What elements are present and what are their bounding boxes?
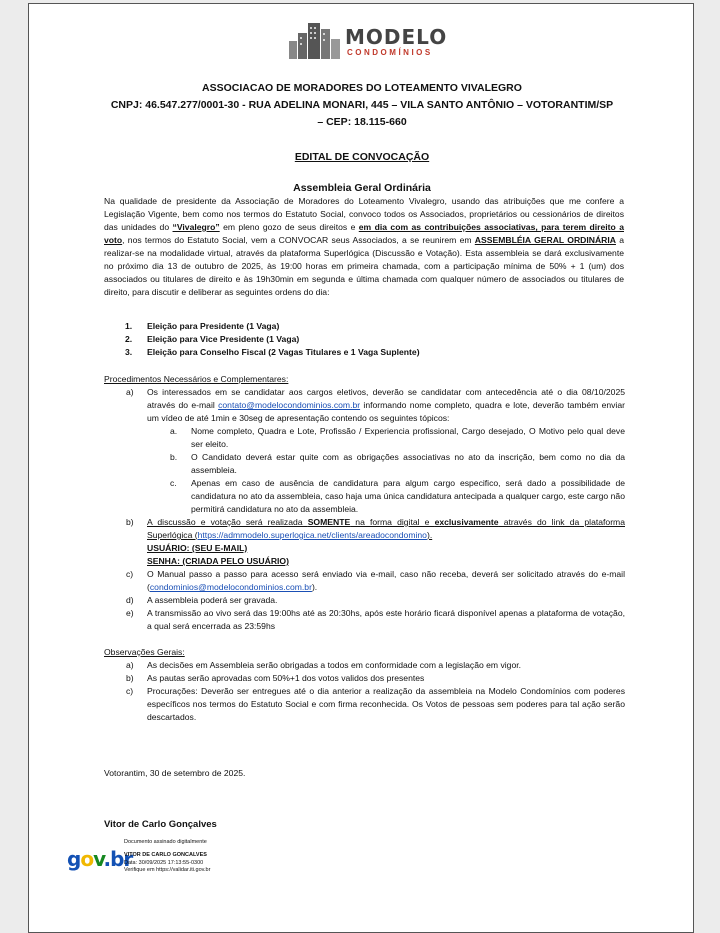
govbr-signer: VITOR DE CARLO GONCALVES (124, 852, 207, 858)
association-cep: – CEP: 18.115-660 (317, 116, 407, 128)
procedure-e: A transmissão ao vivo será das 19:00hs até as 20:30hs, após este horário ficará disponível apenas a plataforma de votação, a qual será encerrada as 23:59hs (147, 608, 625, 631)
logo-subtitle: CONDOMÍNIOS (347, 48, 433, 57)
procedure-sub-c: Apenas em caso de ausência de candidatura para algum cargo especifico, será dado a possibilidade de candidatura no ato da assembleia, caso haja uma única candidatura antecipada a qualquer cargo, este cargo não permitirá candidatura no ato da assembleia. (191, 478, 625, 514)
agenda-num: 3. (125, 347, 133, 357)
procedure-c-text: O Manual passo a passo para acesso será enviado via e-mail, caso não receba, deverá ser solicitado através do e-mail ( (147, 569, 625, 592)
association-name: ASSOCIACAO DE MORADORES DO LOTEAMENTO VIVALEGRO (202, 82, 522, 94)
observations-heading: Observações Gerais: (104, 647, 185, 657)
procedure-b-text-3: através do link da plataforma Superlógica ( (147, 517, 625, 540)
assembly-title: Assembleia Geral Ordinária (293, 182, 431, 194)
procedure-b-text-4: ). (426, 530, 433, 540)
senha-line: SENHA: (CRIADA PELO USUÁRIO) (147, 556, 289, 566)
agenda-num: 2. (125, 334, 133, 344)
observation-a: As decisões em Assembleia serão obrigadas a todos em conformidade com a legislação em vigor. (147, 660, 522, 670)
govbr-logo: gov.br (67, 847, 133, 871)
procedure-a-text: Os interessados em se candidatar aos cargos eletivos, deverão se candidatar com antecedência até o dia 08/10/2025 através do e-mail (147, 387, 625, 410)
item-label: c) (126, 569, 134, 579)
building-icon (287, 21, 343, 59)
association-address: CNPJ: 46.547.277/0001-30 - RUA ADELINA MONARI, 445 – VILA SANTO ANTÔNIO – VOTORANTIM/SP (110, 99, 614, 111)
intro-em-dia: em dia com as contribuições associativas, para terem direito a voto (104, 222, 624, 245)
procedure-b (147, 516, 625, 542)
item-label: a) (126, 660, 134, 670)
agenda-item (125, 346, 625, 359)
item-label: b) (126, 673, 134, 683)
intro-text-1: Na qualidade de presidente da Associação de Moradores do Loteamento Vivalegro, usando das atribuições que me confere a Legislação Vigente, bem como nos termos do Estatuto Social, convoco todos os Associados, proprietários ou cessionários de direitos das unidades do (104, 196, 624, 232)
item-label: e) (126, 608, 134, 618)
intro-text-2: em pleno gozo de seus direitos e (219, 222, 359, 232)
agenda-text: Eleição para Conselho Fiscal (2 Vagas Titulares e 1 Vaga Suplente) (147, 347, 420, 357)
procedure-b-exclusivamente: exclusivamente (434, 517, 499, 527)
intro-paragraph (104, 195, 624, 299)
govbr-date: Data: 30/09/2025 17:13:55-0300 (124, 859, 204, 866)
agenda-item (125, 333, 625, 346)
procedure-b-text: A discussão e votação será realizada (147, 517, 308, 527)
date-line: Votorantim, 30 de setembro de 2025. (104, 768, 246, 778)
logo-name: MODELO (345, 25, 448, 49)
agenda-list (125, 320, 625, 359)
observation-b: As pautas serão aprovadas com 50%+1 dos votos validos dos presentes (147, 673, 425, 683)
procedure-c (147, 568, 625, 594)
item-label: a) (126, 387, 134, 397)
procedure-a (147, 386, 625, 425)
procedure-sub-b: O Candidato deverá estar quite com as obrigações associativas no ato da inscrição, bem como no dia da assembleia. (191, 452, 625, 475)
procedure-b-text-2: na forma digital e (350, 517, 435, 527)
intro-text-4: a realizar-se na modalidade virtual, através da plataforma Superlógica (Discussão e Votação). Esta assembleia se dará exclusivamente no próximo dia 13 de outubro de 2025, às 19:00 horas em primeira chamada, com a participação mínima de 50% + 1 (um) dos associados ou titulares de direito e às 19h30min em segunda e última chamada com qualquer número de associados ou titulares de direito, para discutir e deliberar as seguintes ordens do dia: (104, 235, 625, 297)
item-label: b) (126, 517, 134, 527)
condominios-email-link[interactable]: condominios@modelocondominios.com.br (149, 582, 312, 592)
item-label: c) (126, 686, 134, 696)
edital-title: EDITAL DE CONVOCAÇÃO (294, 151, 430, 163)
agenda-item (125, 320, 625, 333)
document-page (28, 3, 694, 933)
superlogica-link[interactable]: https://admmodelo.superlogica.net/clients/areadocondomino (197, 530, 427, 540)
sub-label: b. (170, 452, 178, 462)
item-label: d) (126, 595, 134, 605)
procedure-sub-a: Nome completo, Quadra e Lote, Profissão / Experiencia profissional, Cargo desejado, O Motivo pelo qual deve ser eleito. (191, 426, 625, 449)
observation-c: Procurações: Deverão ser entregues até o dia anterior a realização da assembleia na Modelo Condomínios com poderes específicos nos termos do Estatuto Social e com firma reconhecida. Os Votos de pessoas sem poderes para tal ação serão descartados. (147, 686, 625, 722)
intro-vivalegro: “Vivalegro” (172, 222, 220, 232)
sub-label: a. (170, 426, 178, 436)
signer-name: Vitor de Carlo Gonçalves (104, 819, 217, 830)
intro-assembleia: ASSEMBLÉIA GERAL ORDINÁRIA (474, 235, 616, 245)
agenda-text: Eleição para Vice Presidente (1 Vaga) (147, 334, 300, 344)
agenda-num: 1. (125, 321, 133, 331)
intro-text-3: , nos termos do Estatuto Social, vem a CONVOCAR seus Associados, a se reunirem em (122, 235, 475, 245)
procedures-heading: Procedimentos Necessários e Complementares: (104, 374, 289, 384)
procedure-b-somente: SOMENTE (307, 517, 351, 527)
procedure-c-text-2: ). (311, 582, 318, 592)
company-logo (287, 19, 477, 61)
contact-email-link[interactable]: contato@modelocondominios.com.br (218, 400, 361, 410)
govbr-verify: Verifique em https://validar.iti.gov.br (124, 867, 211, 873)
procedure-d: A assembleia poderá ser gravada. (147, 595, 278, 605)
agenda-text: Eleição para Presidente (1 Vaga) (147, 321, 280, 331)
usuario-line: USUÁRIO: (SEU E-MAIL) (147, 543, 248, 553)
sub-label: c. (170, 478, 177, 488)
procedure-a-text-2: informando nome completo, quadra e lote, deverão também enviar um vídeo de até 1min e 30seg de apresentação contendo os seguintes tópicos: (147, 400, 625, 423)
signed-label: Documento assinado digitalmente (124, 839, 207, 845)
